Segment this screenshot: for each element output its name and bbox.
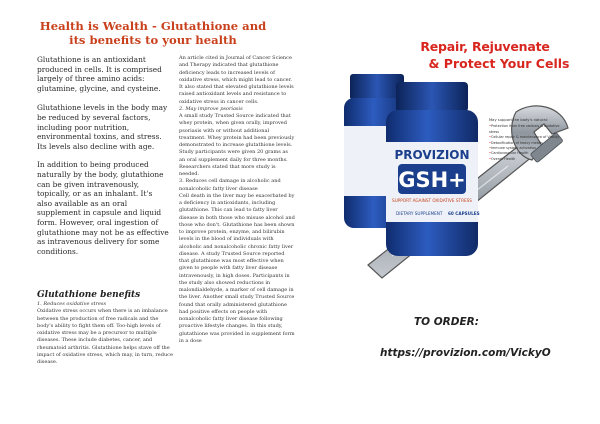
ad-headline-line-1: Repair, Rejuvenate	[420, 39, 550, 54]
benefit-3-title: 3. Reduces cell damage in alcoholic and nonalcoholic fatty liver disease	[179, 178, 281, 192]
benefit-2-title: 2. May improve psoriasis	[179, 105, 243, 112]
order-label: TO ORDER:	[414, 316, 479, 328]
benefit-1-title: 1. Reduces oxidative stress	[37, 301, 107, 307]
bullet-item: • Cellular repair & maintenance of Vitality	[489, 135, 569, 140]
front-bottle	[386, 82, 480, 256]
ad-headline-line-2: & Protect Your Cells	[428, 56, 570, 71]
bullet-item: • Immune system activation	[489, 146, 569, 151]
levels-paragraph: Glutathione levels in the body may be reduced by several factors, including poor nutrition, environmental toxins, and stress. Its levels also decline with age.	[37, 103, 168, 151]
bullet-item: • Cardiovascular Health	[489, 151, 569, 156]
benefit-2-text: A small study Trusted Source indicated that whey protein, when given orally, improved psoriasis with or without additional treatment. Whey protein had been previously demonstrated to increase glutathione levels. Study participants were given 20 grams as an oral supplement daily for three months. Researchers stated that more study is needed.	[179, 113, 295, 177]
benefit-1-text: Oxidative stress occurs when there is an imbalance between the production of free radicals and the body's ability to fight them off. Too-high levels of oxidative stress may be a precursor to multiple diseases. These include diabetes, cancer, and rheumatoid arthritis. Glutathione helps stave off the impact of oxidative stress, which may, in turn, reduce disease.	[37, 308, 173, 366]
benefit-1-block	[37, 301, 173, 367]
article-column-right	[179, 55, 295, 345]
order-link[interactable]: https://provizion.com/VickyO	[380, 347, 551, 359]
benefits-heading: Glutathione benefits	[37, 290, 141, 300]
bottle-tagline: SUPPORT AGAINST OXIDATIVE STRESS	[392, 198, 472, 203]
product-illustration	[330, 60, 580, 300]
bottle-brand: PROVIZION	[394, 148, 470, 162]
article-column-left	[37, 55, 169, 265]
bullets-heading: May support the body's natural:	[489, 118, 548, 122]
benefit-3-text: Cell death in the liver may be exacerbated by a deficiency in antioxidants, including glutathione. This can lead to fatty liver disease in both those who misuse alcohol and those who don't. Glutathione has been shown to improve protein, enzyme, and bilirubin levels in the blood of individuals with alcoholic and nonalcoholic chronic fatty liver disease. A study Trusted Source reported that glutathione was most effective when given to people with fatty liver disease intravenously, in high doses. Participants in the study also showed reductions in malondialdehyde, a marker of cell damage in the liver. Another small study Trusted Source found that orally administered glutathione had positive effects on people with nonalcoholic fatty liver disease following proactive lifestyle changes. In this study, glutathione was provided in supplement form in a dose	[179, 192, 295, 344]
intro-paragraph: Glutathione is an antioxidant produced in cells. It is comprised largely of three amino acids: glutamine, glycine, and cysteine.	[37, 55, 162, 93]
article-title: Health is Wealth - Glutathione and its benefits to your health	[39, 19, 267, 47]
bullet-item: • Overall Health	[489, 157, 569, 162]
benefits-bullet-list	[489, 118, 569, 162]
bottle-capsule-count: 60 CAPSULES	[448, 211, 480, 216]
cancer-study-paragraph: An article cited in Journal of Cancer Science and Therapy indicated that glutathione deficiency leads to increased levels of oxidative stress, which might lead to cancer. It also stated that elevated glutathione levels raised antioxidant levels and resistance to oxidative stress in cancer cells.	[179, 55, 294, 105]
bottle-supplement-label: DIETARY SUPPLEMENT	[396, 211, 443, 216]
bullet-item: • Protection from free radicals & oxidative stress	[489, 124, 569, 135]
bullet-item: • Detoxification of heavy metals	[489, 141, 569, 146]
delivery-paragraph: In addition to being produced naturally by the body, glutathione can be given intravenously, topically, or as an inhalant. It's also available as an oral supplement in capsule and liquid form. However, oral ingestion of glutathione may not be as effective as intravenous delivery for some conditions.	[37, 160, 169, 256]
bottle-product-name: GSH+	[398, 168, 466, 192]
